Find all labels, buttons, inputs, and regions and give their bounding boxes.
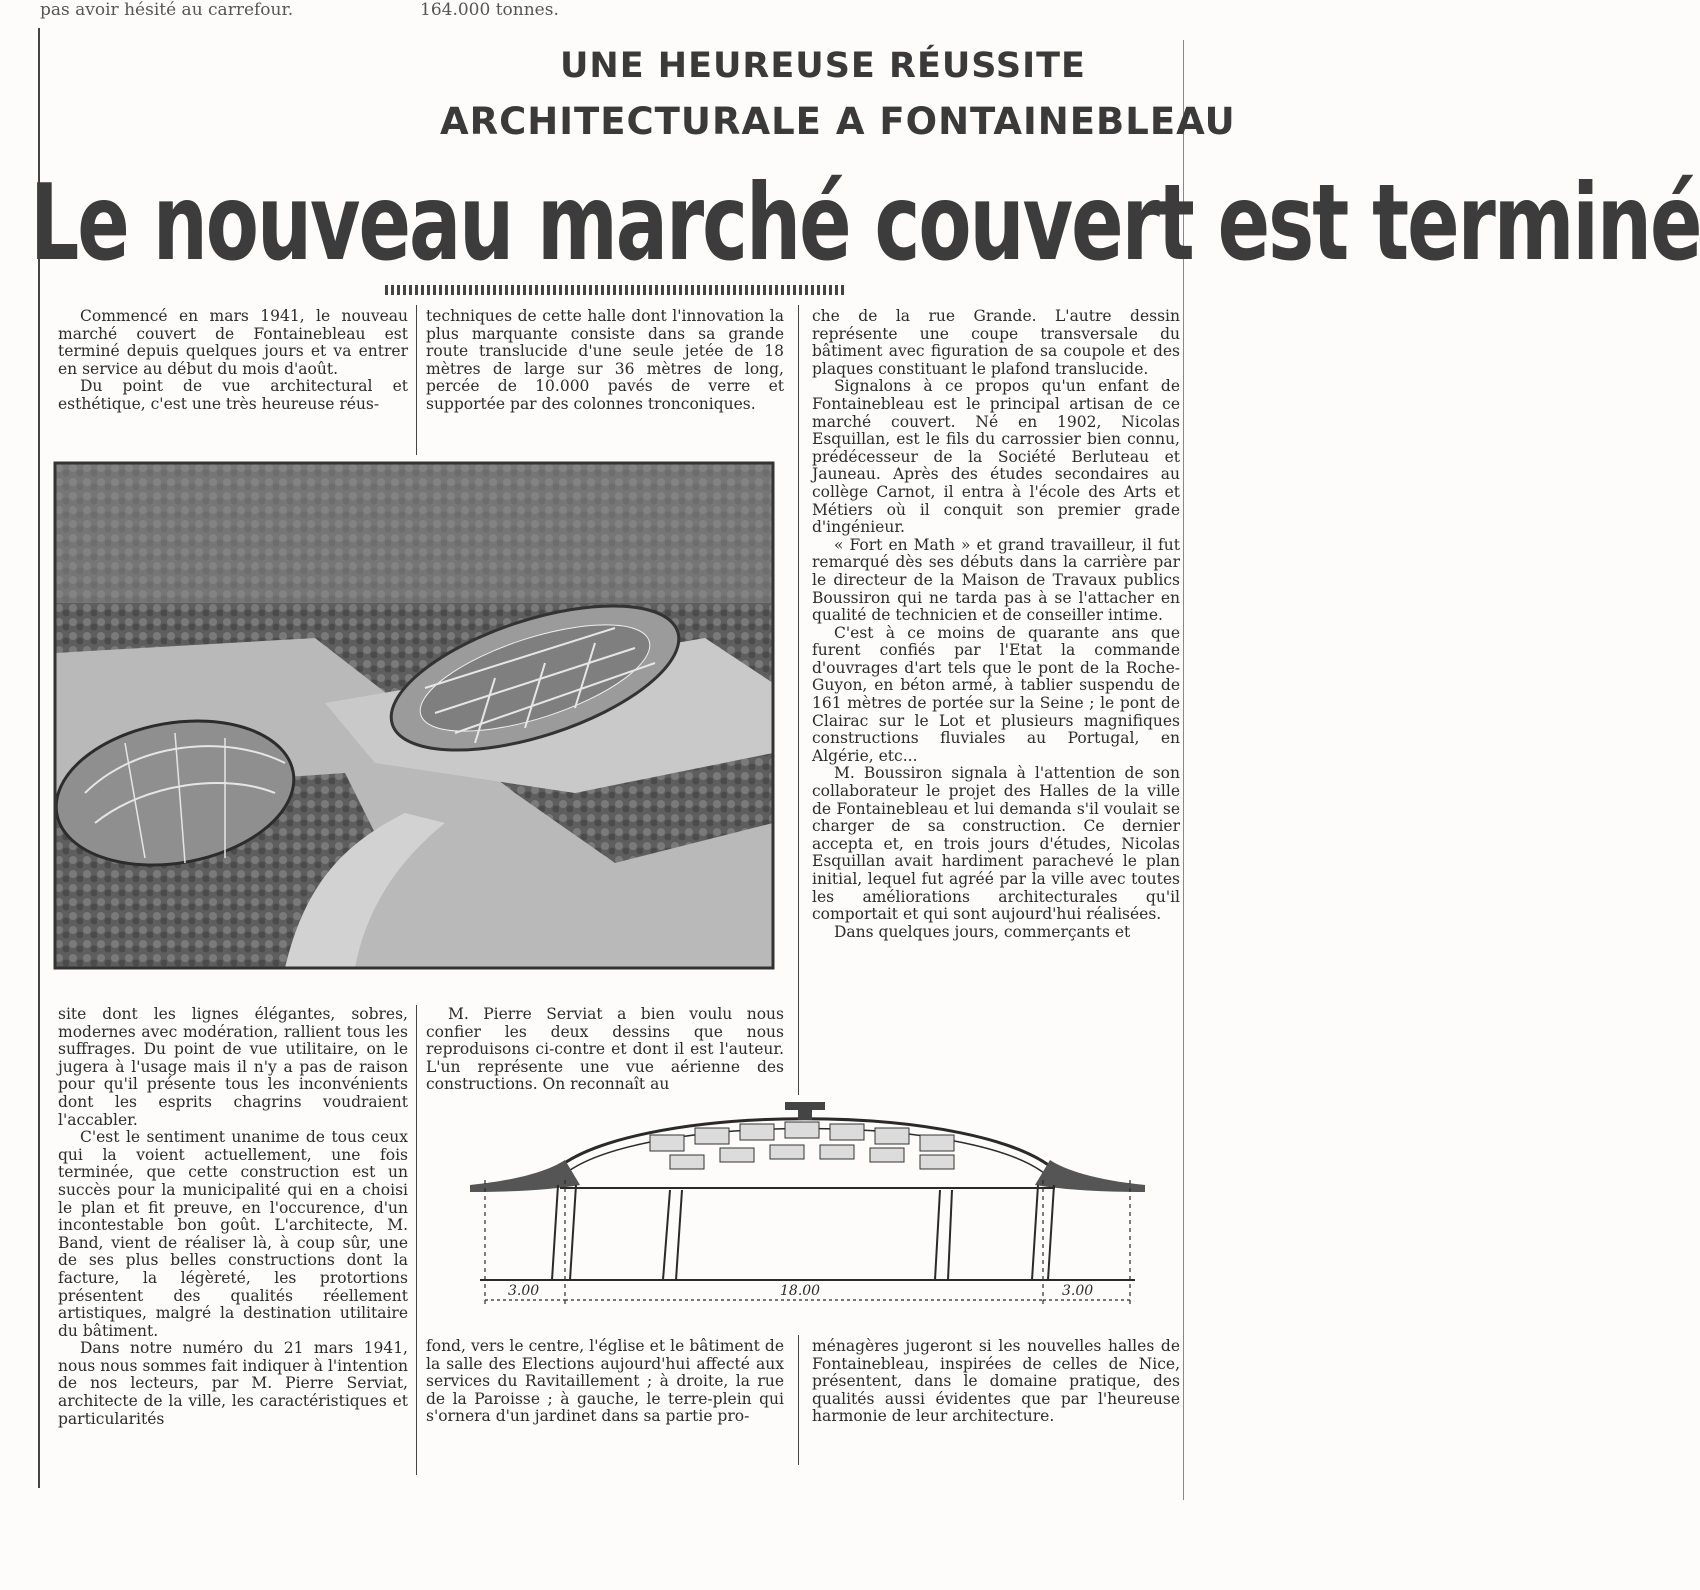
paragraph: Dans notre numéro du 21 mars 1941, nous nous sommes fait indiquer à l'intention de nos lecteurs, par M. Pierre Serviat, architecte de la ville, les caractéristiques et particularités <box>58 1339 408 1428</box>
clipping-top-left-fragment: pas avoir hésité au carrefour. <box>40 0 294 20</box>
paragraph: M. Boussiron signala à l'attention de son collaborateur le projet des Halles de la ville de Fontainebleau et lui demanda s'il voulait se charger de sa construction. Ce dernier accepta et, en trois jours d'études, Nicolas Esquillan avait hardiment parachevé le plan initial, lequel fut agréé par la ville avec toutes les améliorations architecturales qu'il comportait et qui sont aujourd'hui réalisées. <box>812 764 1180 924</box>
column-divider <box>416 305 417 455</box>
paragraph: Du point de vue architectural et esthétique, c'est une très heureuse réus- <box>58 377 408 413</box>
dimension-left-label: 3.00 <box>508 1283 540 1299</box>
paragraph: Signalons à ce propos qu'un enfant de Fontainebleau est le principal artisan de ce marché couvert. Né en 1902, Nicolas Esquillan, est le fils du carrossier bien connu, prédécesseur de la Société Berluteau et Jauneau. Après des études secondaires au collège Carnot, il entra à l'école des Arts et Métiers où il conquit son premier grade d'ingénieur. <box>812 377 1180 537</box>
column-1-bottom <box>58 1006 408 1428</box>
column-1-top <box>58 308 408 414</box>
paragraph: site dont les lignes élégantes, sobres, modernes avec modération, rallient tous les suffrages. Du point de vue utilitaire, on le jugera à l'usage mais il n'y a pas de raison pour qu'il présente tous les inconvénients dont les esprits chagrins voudraient l'accabler. <box>58 1005 408 1129</box>
paragraph: techniques de cette halle dont l'innovation la plus marquante consiste dans sa grande route translucide d'une seule jetée de 18 mètres de large sur 36 mètres de long, percée de 10.000 pavés de verre et supportée par des colonnes tronconiques. <box>426 307 784 413</box>
kicker-line-1: UNE HEUREUSE RÉUSSITE <box>560 46 1086 86</box>
dimension-right-label: 3.00 <box>1062 1283 1094 1299</box>
paragraph: C'est le sentiment unanime de tous ceux qui la voient actuellement, une fois terminée, que cette construction est un succès pour la municipalité qui en a choisi le plan et fit preuve, en l'occurence, d'un incontestable bon goût. L'architecte, M. Band, vient de réaliser là, à coup sûr, une de ses plus belles constructions dont la facture, la légèreté, les protortions présentent des qualités réellement artistiques, malgré la destination utilitaire du bâtiment. <box>58 1128 408 1340</box>
cross-section-drawing <box>430 1090 1185 1325</box>
aerial-photo-drawing <box>55 463 773 968</box>
column-3 <box>812 308 1180 941</box>
paragraph: ménagères jugeront si les nouvelles halles de Fontainebleau, inspirées de celles de Nice, présentent, dans le domaine pratique, des qualités aussi évidentes que par l'heureuse harmonie de leur architecture. <box>812 1337 1180 1426</box>
dimension-center-label: 18.00 <box>780 1283 821 1299</box>
column-divider <box>416 1005 417 1475</box>
column-divider <box>798 305 799 1095</box>
column-2-top <box>426 308 784 414</box>
paragraph: che de la rue Grande. L'autre dessin représente une coupe transversale du bâtiment avec figuration de sa coupole et des plaques constituant le plafond translucide. <box>812 307 1180 378</box>
paragraph: Dans quelques jours, commerçants et <box>834 922 1131 941</box>
column-2-bottom <box>426 1338 784 1426</box>
aerial-photo <box>55 463 773 968</box>
paragraph: M. Pierre Serviat a bien voulu nous confier les deux dessins que nous reproduisons ci-contre et dont il est l'auteur. L'un représente une vue aérienne des constructions. On reconnaît au <box>426 1005 784 1094</box>
paragraph: Commencé en mars 1941, le nouveau marché couvert de Fontainebleau est terminé depuis quelques jours et va entrer en service au début du mois d'août. <box>58 307 408 378</box>
paragraph: « Fort en Math » et grand travailleur, il fut remarqué dès ses débuts dans la carrière par le directeur de la Maison de Travaux publics Boussiron qui ne tarda pas à se l'attacher en qualité de technicien et de conseiller intime. <box>812 535 1180 625</box>
paragraph: fond, vers le centre, l'église et le bâtiment de la salle des Elections aujourd'hui affecté aux services du Ravitaillement ; à droite, la rue de la Paroisse ; à gauche, le terre-plein qui s'ornera d'un jardinet dans sa partie pro- <box>426 1337 784 1426</box>
clipping-top-right-fragment: 164.000 tonnes. <box>420 0 559 20</box>
decorative-rule <box>385 285 845 295</box>
cross-section-svg <box>430 1090 1185 1325</box>
kicker-line-2: ARCHITECTURALE A FONTAINEBLEAU <box>440 100 1236 143</box>
column-2-middle <box>426 1006 784 1094</box>
headline: Le nouveau marché couvert est terminé <box>30 162 1700 285</box>
column-divider <box>798 1335 799 1465</box>
paragraph: C'est à ce moins de quarante ans que furent confiés par l'Etat la commande d'ouvrages d'art tels que le pont de la Roche-Guyon, en béton armé, à tablier suspendu de 161 mètres de portée sur la Seine ; le pont de Clairac sur le Lot et plusieurs magnifiques constructions fluviales au Portugal, en Algérie, etc... <box>812 623 1180 765</box>
column-3-bottom <box>812 1338 1180 1426</box>
